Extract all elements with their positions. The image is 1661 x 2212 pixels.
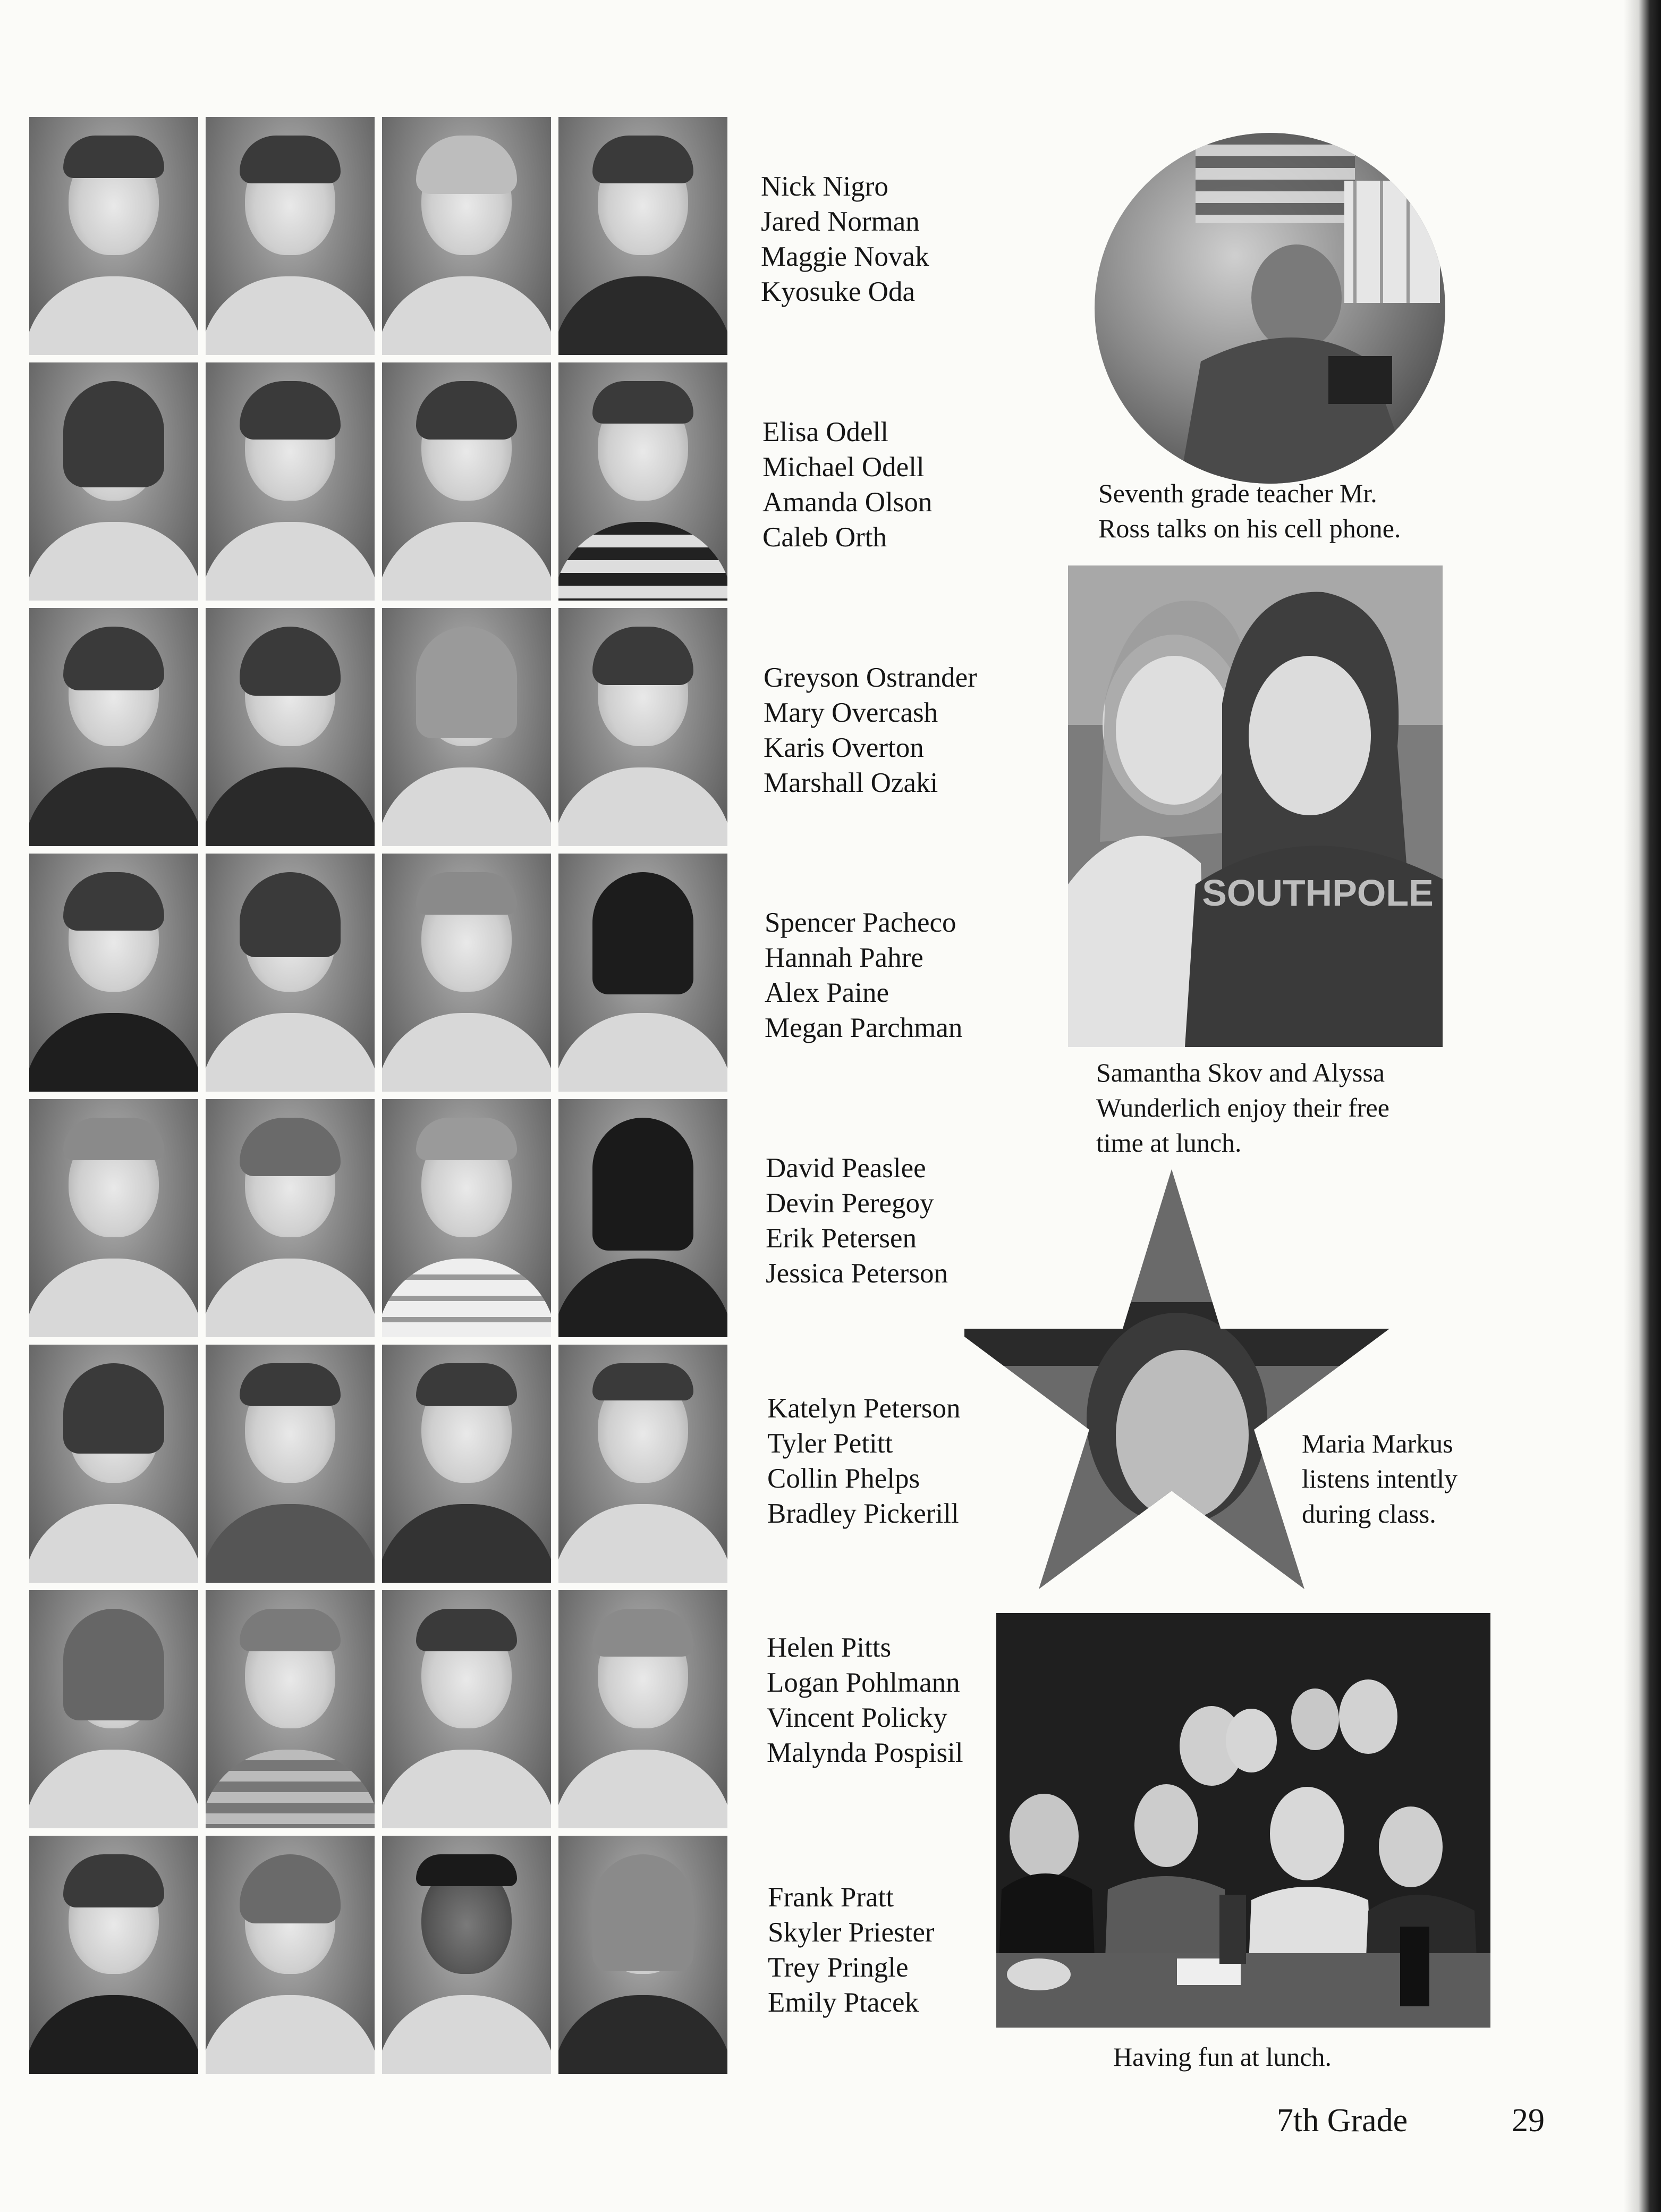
- student-portrait: [206, 1836, 375, 2074]
- student-portrait: [206, 362, 375, 601]
- student-portrait: [206, 854, 375, 1092]
- student-name: David Peaslee: [766, 1153, 926, 1184]
- student-name: Greyson Ostrander: [764, 662, 977, 693]
- student-name: Emily Ptacek: [768, 1987, 919, 2018]
- student-portrait: [558, 117, 727, 355]
- student-portrait: [206, 1099, 375, 1337]
- name-list: [764, 660, 977, 800]
- name-list: [765, 905, 962, 1045]
- name-list: [768, 1880, 935, 2020]
- student-portrait: [558, 1836, 727, 2074]
- name-list: [762, 415, 932, 555]
- student-portrait: [382, 362, 551, 601]
- student-name: Karis Overton: [764, 732, 924, 763]
- student-name: Mary Overcash: [764, 697, 938, 728]
- teacher-caption: Seventh grade teacher Mr. Ross talks on his cell phone.: [1098, 478, 1401, 543]
- student-portrait: [382, 608, 551, 846]
- student-portrait: [29, 608, 198, 846]
- group-lunch-photo: [996, 1613, 1490, 2028]
- student-portrait: [206, 1590, 375, 1828]
- student-name: Megan Parchman: [765, 1012, 963, 1043]
- student-portrait: [382, 1590, 551, 1828]
- student-name: Marshall Ozaki: [764, 767, 938, 798]
- name-list: [767, 1630, 963, 1770]
- student-portrait: [29, 854, 198, 1092]
- page-binding-edge: [1624, 0, 1661, 2212]
- student-name: Devin Peregoy: [766, 1188, 934, 1219]
- student-portrait: [558, 608, 727, 846]
- student-name: Malynda Pospisil: [767, 1737, 963, 1768]
- student-name: Kyosuke Oda: [761, 276, 915, 307]
- student-portrait: [382, 1836, 551, 2074]
- student-name: Katelyn Peterson: [767, 1393, 961, 1424]
- group-caption: Having fun at lunch.: [1113, 2042, 1332, 2072]
- student-portrait: [382, 854, 551, 1092]
- friends-photo: [1068, 565, 1443, 1047]
- student-name: Michael Odell: [762, 452, 925, 483]
- teacher-circle-photo: [1095, 133, 1445, 484]
- student-portrait: [382, 1345, 551, 1583]
- student-name: Bradley Pickerill: [767, 1498, 959, 1529]
- student-portrait: [29, 1590, 198, 1828]
- student-name: Skyler Priester: [768, 1917, 935, 1948]
- student-name: Collin Phelps: [767, 1463, 920, 1494]
- section-label: 7th Grade: [1277, 2103, 1408, 2139]
- student-portrait: [558, 1099, 727, 1337]
- student-name: Jared Norman: [761, 206, 920, 237]
- student-portrait: [382, 1099, 551, 1337]
- student-name: Elisa Odell: [762, 417, 888, 448]
- student-name: Nick Nigro: [761, 171, 888, 202]
- student-name: Logan Pohlmann: [767, 1667, 960, 1698]
- name-list: [761, 169, 929, 309]
- student-portrait: [558, 854, 727, 1092]
- student-name: Hannah Pahre: [765, 942, 923, 973]
- name-list: [767, 1391, 961, 1531]
- student-name: Vincent Policky: [767, 1702, 947, 1733]
- page-number: 29: [1512, 2103, 1545, 2139]
- student-portrait: [29, 362, 198, 601]
- student-name: Frank Pratt: [768, 1882, 894, 1913]
- student-name: Jessica Peterson: [766, 1258, 948, 1289]
- student-name: Helen Pitts: [767, 1632, 892, 1663]
- student-portrait: [29, 1099, 198, 1337]
- student-name: Maggie Novak: [761, 241, 929, 272]
- student-portrait: [29, 117, 198, 355]
- student-name: Tyler Petitt: [767, 1428, 893, 1459]
- star-caption: Maria Markus listens intently during class.: [1302, 1429, 1458, 1529]
- student-name: Caleb Orth: [762, 522, 887, 553]
- student-portrait: [206, 117, 375, 355]
- student-name: Spencer Pacheco: [765, 907, 956, 938]
- student-portrait: [558, 1345, 727, 1583]
- svg-text:SOUTHPOLE: SOUTHPOLE: [1202, 872, 1434, 914]
- student-name: Trey Pringle: [768, 1952, 909, 1983]
- student-name: Erik Petersen: [766, 1223, 917, 1254]
- student-portrait: [558, 362, 727, 601]
- student-portrait: [206, 1345, 375, 1583]
- student-portrait: [206, 608, 375, 846]
- student-portrait: [382, 117, 551, 355]
- student-name: Alex Paine: [765, 977, 889, 1008]
- student-name: Amanda Olson: [762, 487, 933, 518]
- friends-caption: Samantha Skov and Alyssa Wunderlich enjoy their free time at lunch.: [1096, 1058, 1389, 1158]
- student-portrait: [558, 1590, 727, 1828]
- student-portrait: [29, 1836, 198, 2074]
- name-list: [766, 1151, 948, 1291]
- student-portrait: [29, 1345, 198, 1583]
